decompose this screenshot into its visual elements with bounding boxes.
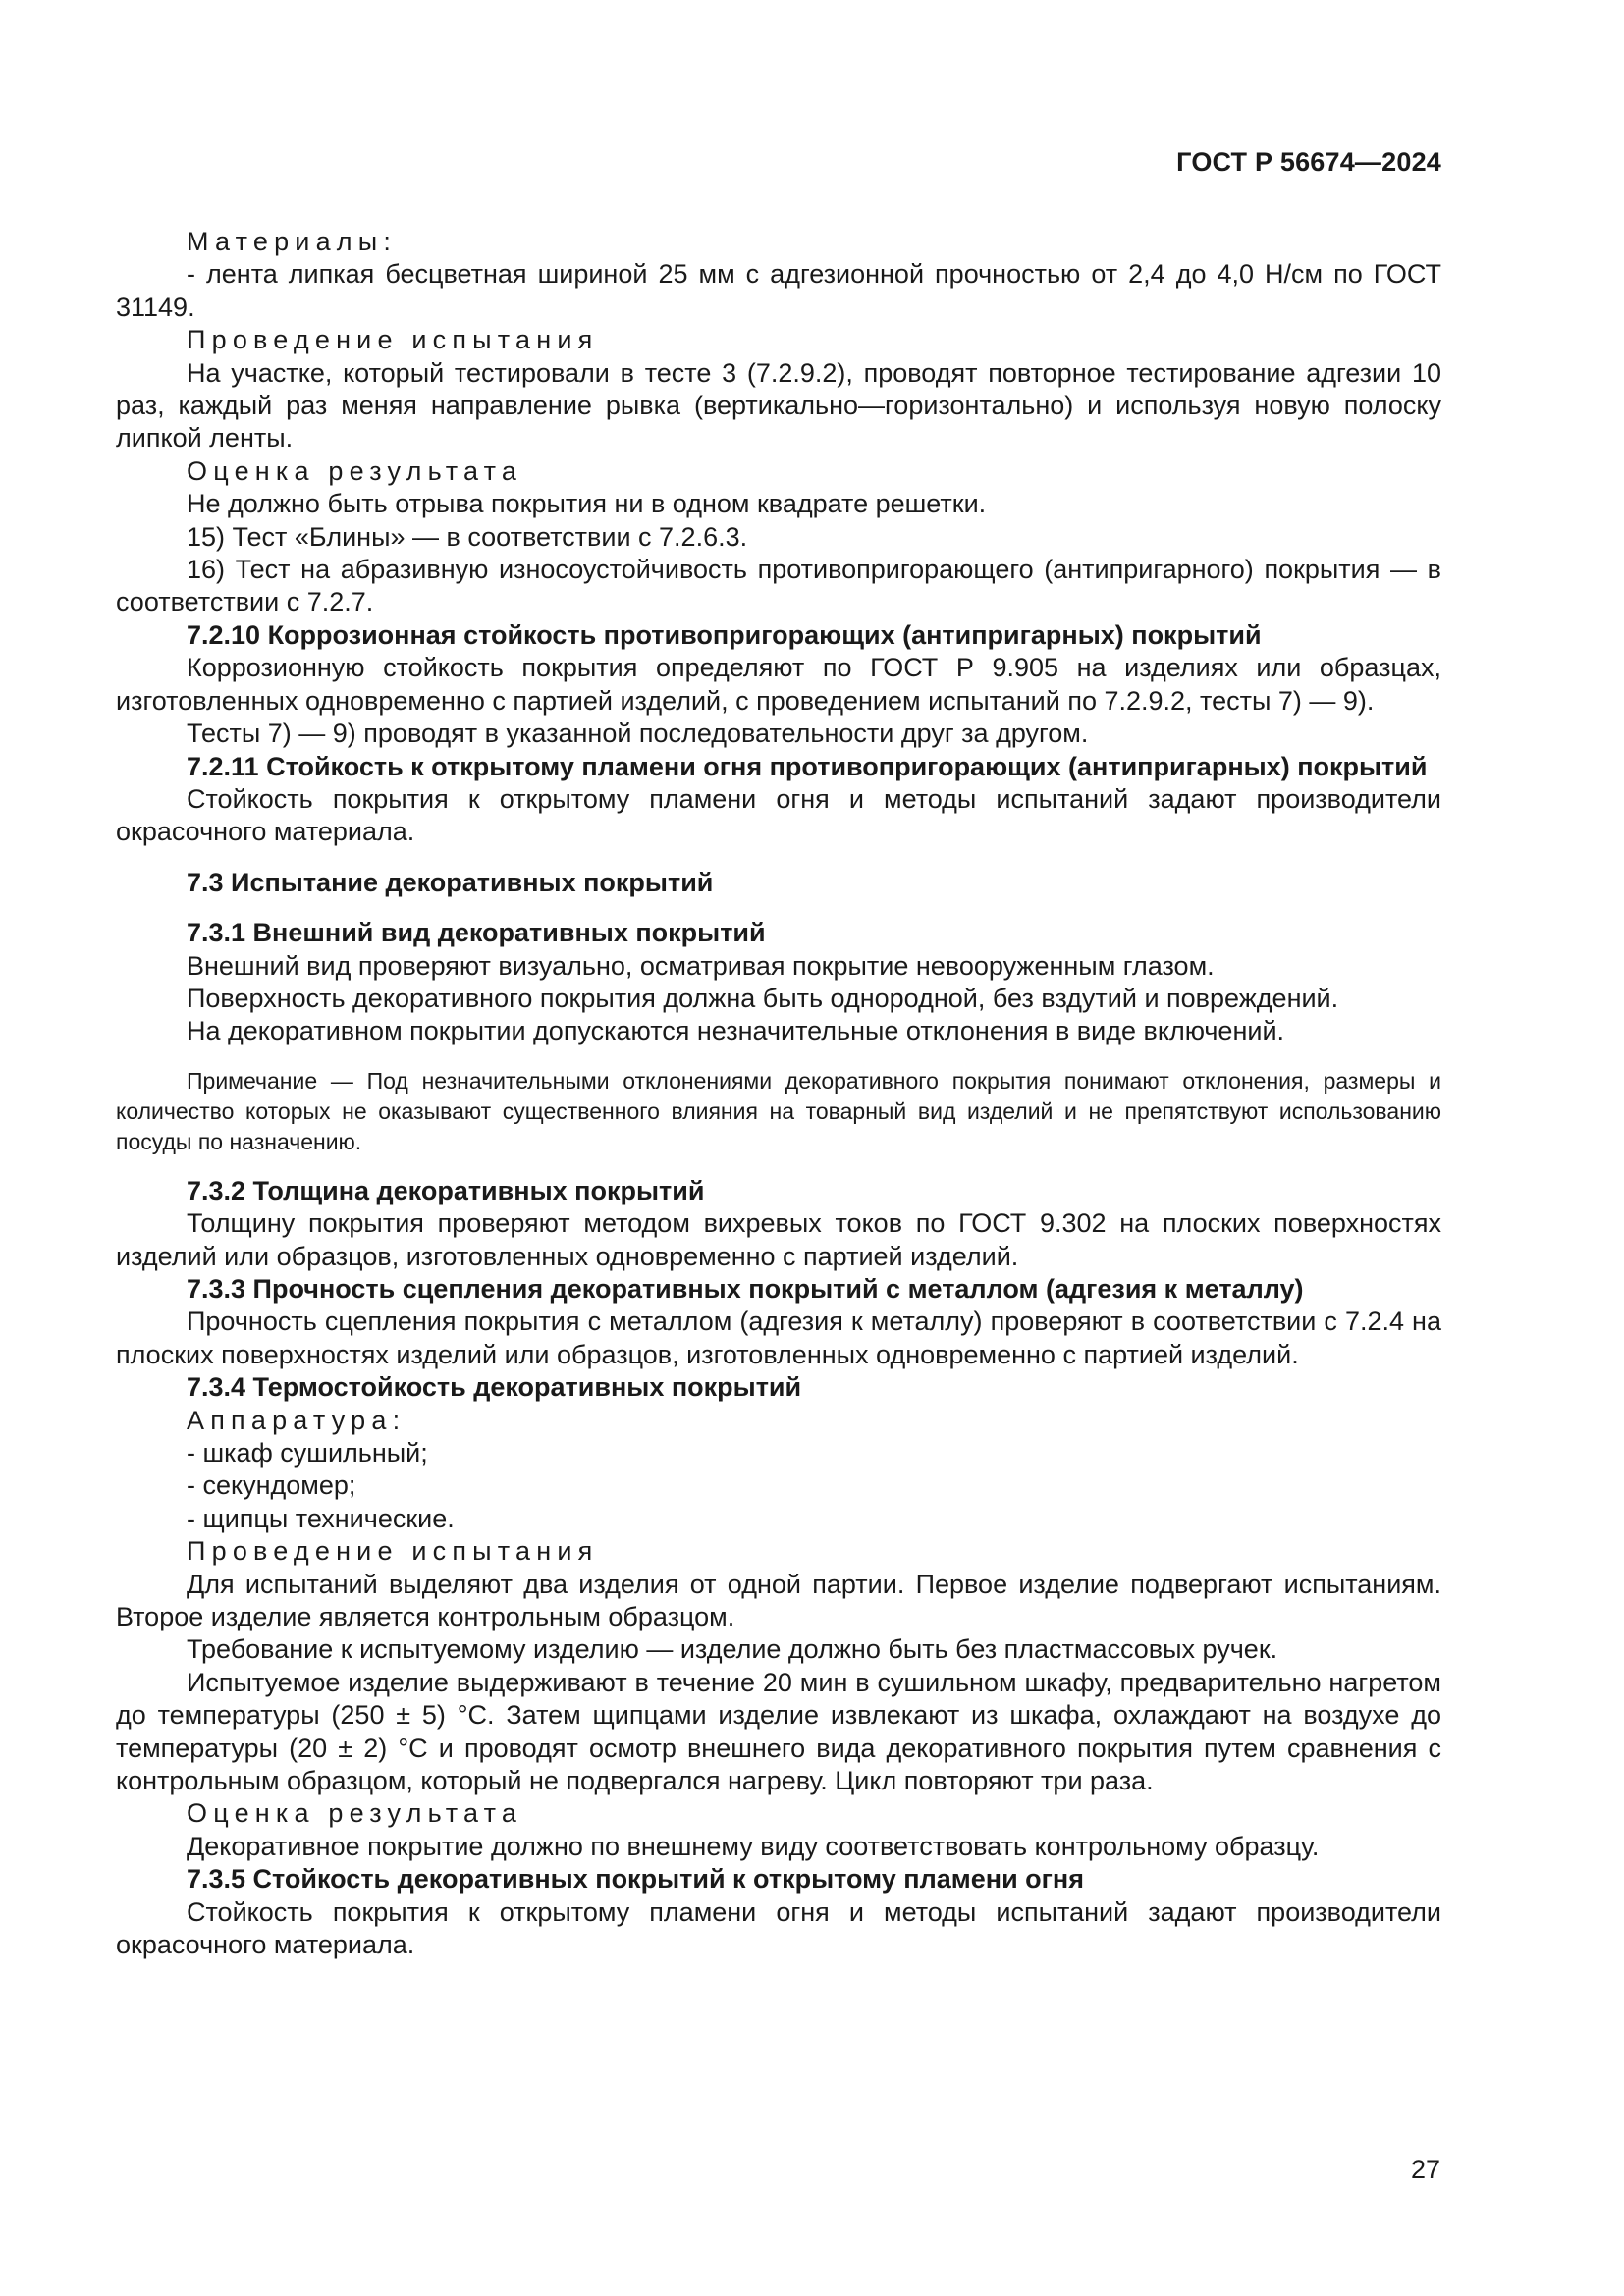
section-heading: 7.3.2 Толщина декоративных покрытий [187,1175,705,1205]
paragraph: Не должно быть отрыва покрытия ни в одном квадрате решетки. [187,489,987,519]
spaced-subheading: Проведение испытания [187,325,599,355]
paragraph: Декоративное покрытие должно по внешнему виду соответствовать контрольному образцу. [187,1831,1320,1861]
section-heading: 7.3.1 Внешний вид декоративных покрытий [187,918,766,948]
paragraph: Для испытаний выделяют два изделия от одной партии. Первое изделие подвергают испытаниям. Второе изделие является контрольным образцом. [116,1569,1441,1632]
paragraph: На участке, который тестировали в тесте 3 (7.2.9.2), проводят повторное тестирование адгезии 10 раз, каждый раз меняя направление рывка (вертикально—горизонтально) и используя новую полоску липкой ленты. [116,357,1441,454]
spaced-subheading: Материалы: [187,227,398,256]
section-heading: 7.3.3 Прочность сцепления декоративных покрытий с металлом (адгезия к металлу) [187,1273,1304,1304]
spaced-subheading: Проведение испытания [187,1536,599,1567]
paragraph: Толщину покрытия проверяют методом вихревых токов по ГОСТ 9.302 на плоских поверхностях изделий или образцов, изготовленных одновременно с партией изделий. [116,1208,1441,1271]
section-heading: 7.2.11 Стойкость к открытому пламени огня противопригорающих (антипригарных) покрытий [187,751,1428,781]
page-number: 27 [1410,2155,1440,2184]
list-item: - шкаф сушильный; [187,1438,428,1468]
section-heading: 7.3 Испытание декоративных покрытий [187,867,714,897]
paragraph: Внешний вид проверяют визуально, осматривая покрытие невооруженным глазом. [187,950,1215,981]
section-heading: 7.2.10 Коррозионная стойкость противопригорающих (антипригарных) покрытий [187,619,1262,650]
paragraph: 15) Тест «Блины» — в соответствии с 7.2.6.3. [187,521,748,552]
section-heading: 7.3.5 Стойкость декоративных покрытий к открытому пламени огня [187,1864,1084,1895]
document-body [116,226,1441,1962]
paragraph: Тесты 7) — 9) проводят в указанной последовательности друг за другом. [187,719,1089,749]
spacer [116,1157,1441,1175]
document-header: ГОСТ Р 56674—2024 [1176,147,1441,177]
spaced-subheading: Оценка результата [187,455,523,486]
section-heading: 7.3.4 Термостойкость декоративных покрытий [187,1372,802,1403]
spacer [116,1048,1441,1066]
paragraph: Стойкость покрытия к открытому пламени огня и методы испытаний задают производители окрасочного материала. [116,783,1441,847]
paragraph: Испытуемое изделие выдерживают в течение 20 мин в сушильном шкафу, предварительно нагретом до температуры (250 ± 5) °С. Затем щипцами изделие извлекают из шкафа, охлаждают на воздухе до температуры (20 ± 2) °С и проводят осмотр внешнего вида декоративного покрытия путем сравнения с контрольным образцом, который не подвергался нагреву. Цикл повторяют три раза. [116,1667,1441,1796]
spaced-subheading: Оценка результата [187,1798,523,1829]
spacer [116,899,1441,917]
paragraph: Стойкость покрытия к открытому пламени огня и методы испытаний задают производители окрасочного материала. [116,1896,1441,1960]
spaced-subheading: Аппаратура: [187,1405,406,1435]
paragraph: На декоративном покрытии допускаются незначительные отклонения в виде включений. [187,1016,1285,1046]
paragraph: - лента липкая бесцветная шириной 25 мм с адгезионной прочностью от 2,4 до 4,0 Н/см по ГОСТ 31149. [116,259,1441,322]
paragraph: Прочность сцепления покрытия с металлом (адгезия к металлу) проверяют в соответствии с 7.2.4 на плоских поверхностях изделий или образцов, изготовленных одновременно с партией изделий. [116,1307,1441,1369]
paragraph: Коррозионную стойкость покрытия определяют по ГОСТ Р 9.905 на изделиях или образцах, изготовленных одновременно с партией изделий, с проведением испытаний по 7.2.9.2, тесты 7) — 9). [116,653,1441,716]
paragraph: Поверхность декоративного покрытия должна быть однородной, без вздутий и повреждений. [187,983,1339,1013]
paragraph: Требование к испытуемому изделию — изделие должно быть без пластмассовых ручек. [187,1634,1278,1665]
list-item: - щипцы технические. [187,1503,455,1533]
list-item: - секундомер; [187,1470,356,1501]
paragraph: 16) Тест на абразивную износоустойчивость противопригорающего (антипригарного) покрытия — в соответствии с 7.2.7. [116,555,1441,617]
spacer [116,849,1441,867]
note-text: Примечание — Под незначительными отклонениями декоративного покрытия понимают отклонения, размеры и количество которых не оказывают существенного влияния на товарный вид изделий и не препятствуют использованию посуды по назначению. [116,1067,1441,1154]
